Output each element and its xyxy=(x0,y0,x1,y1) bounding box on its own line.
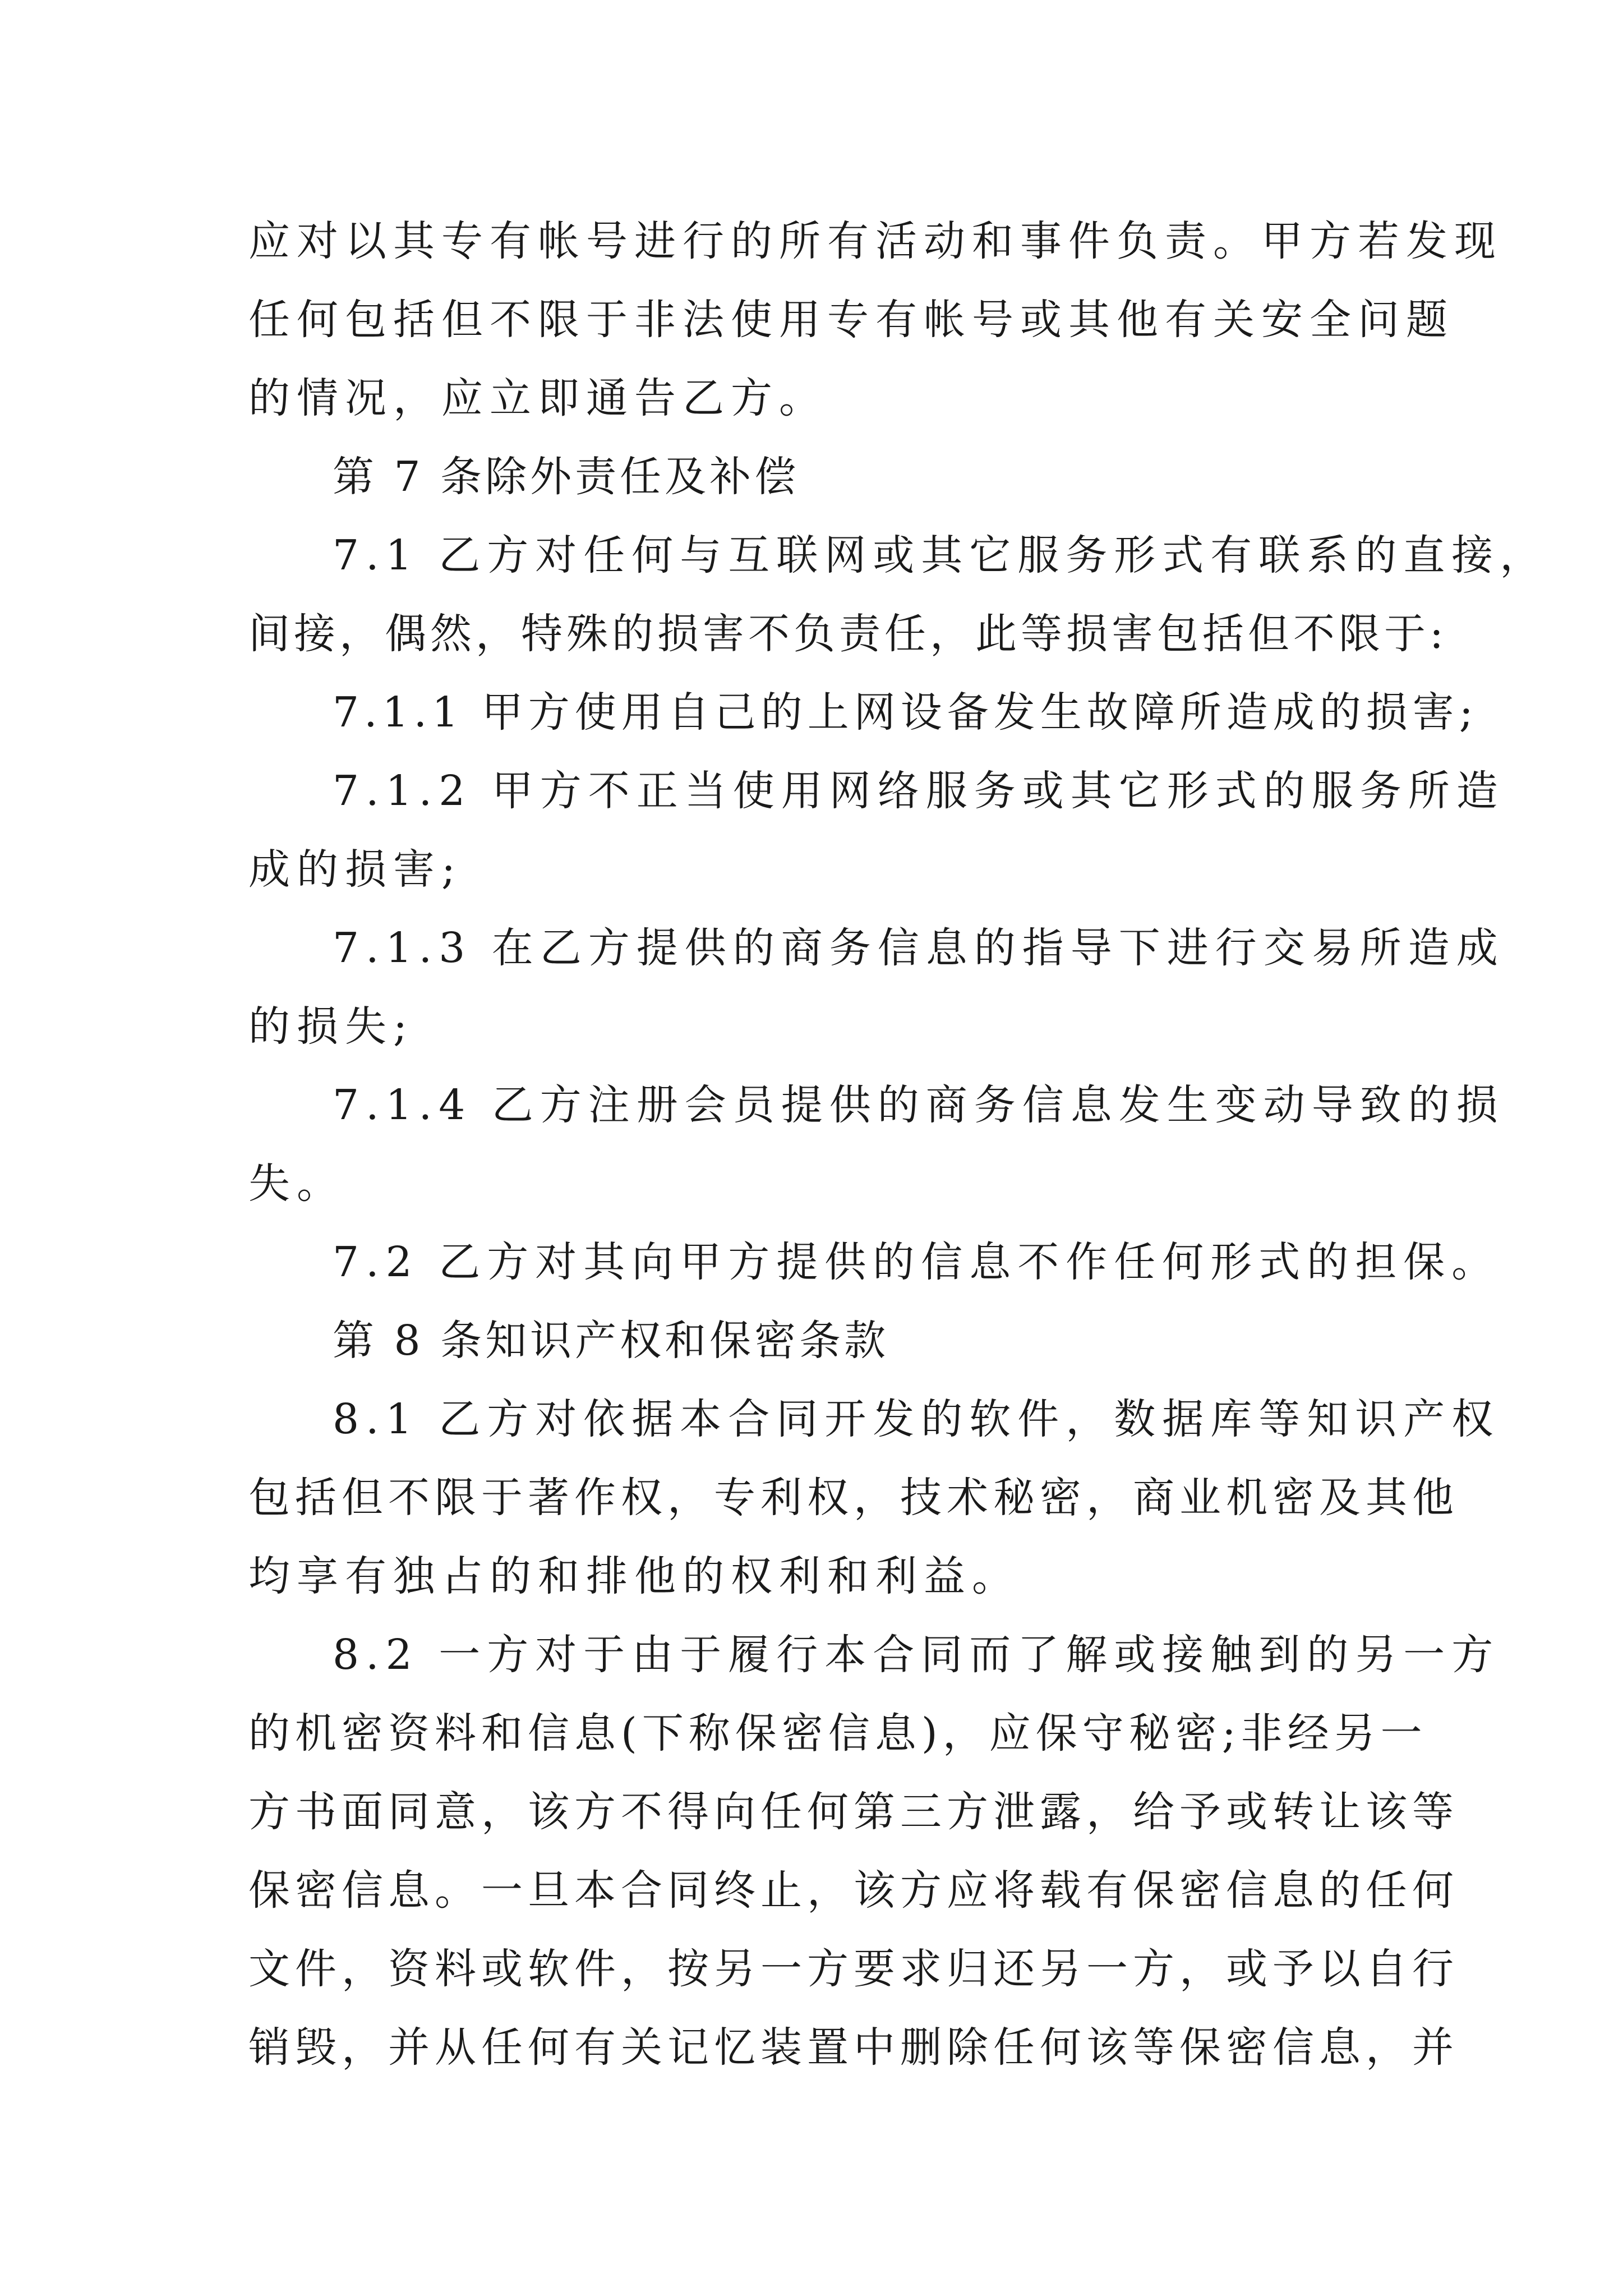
paragraph-line: 间接，偶然，特殊的损害不负责任，此等损害包括但不限于: xyxy=(248,610,1447,658)
paragraph-line: 成的损害; xyxy=(248,845,462,894)
paragraph-line: 保密信息。一旦本合同终止，该方应将载有保密信息的任何 xyxy=(248,1866,1459,1915)
paragraph-line: 8.2 一方对于由于履行本合同而了解或接触到的另一方 xyxy=(333,1631,1500,1679)
paragraph-line: 7.1.1 甲方使用自己的上网设备发生故障所造成的损害; xyxy=(333,688,1478,737)
paragraph-line: 的损失; xyxy=(248,1002,414,1051)
paragraph-line: 8.1 乙方对依据本合同开发的软件，数据库等知识产权 xyxy=(333,1395,1500,1443)
paragraph-line: 失。 xyxy=(248,1159,345,1208)
paragraph-line: 7.1.2 甲方不正当使用网络服务或其它形式的服务所造 xyxy=(333,767,1505,815)
paragraph-line: 7.1.4 乙方注册会员提供的商务信息发生变动导致的损 xyxy=(333,1081,1505,1129)
paragraph-line: 7.1 乙方对任何与互联网或其它服务形式有联系的直接， xyxy=(333,531,1548,579)
paragraph-line: 文件，资料或软件，按另一方要求归还另一方，或予以自行 xyxy=(248,1945,1459,1993)
paragraph-line: 销毁，并从任何有关记忆装置中删除任何该等保密信息，并 xyxy=(248,2023,1459,2072)
paragraph-line: 包括但不限于著作权，专利权，技术秘密，商业机密及其他 xyxy=(248,1474,1459,1522)
section-heading: 第 8 条知识产权和保密条款 xyxy=(333,1317,889,1365)
paragraph-line: 均享有独占的和排他的权利和利益。 xyxy=(248,1552,1020,1600)
section-heading: 第 7 条除外责任及补偿 xyxy=(333,453,800,501)
paragraph-line: 7.1.3 在乙方提供的商务信息的指导下进行交易所造成 xyxy=(333,924,1505,972)
paragraph-line: 应对以其专有帐号进行的所有活动和事件负责。甲方若发现 xyxy=(248,217,1502,265)
paragraph-line: 的机密资料和信息(下称保密信息)，应保守秘密;非经另一 xyxy=(248,1709,1427,1757)
paragraph-line: 的情况，应立即通告乙方。 xyxy=(248,374,827,422)
paragraph-line: 任何包括但不限于非法使用专有帐号或其他有关安全问题 xyxy=(248,296,1454,344)
paragraph-line: 方书面同意，该方不得向任何第三方泄露，给予或转让该等 xyxy=(248,1788,1459,1836)
paragraph-line: 7.2 乙方对其向甲方提供的信息不作任何形式的担保。 xyxy=(333,1238,1500,1286)
